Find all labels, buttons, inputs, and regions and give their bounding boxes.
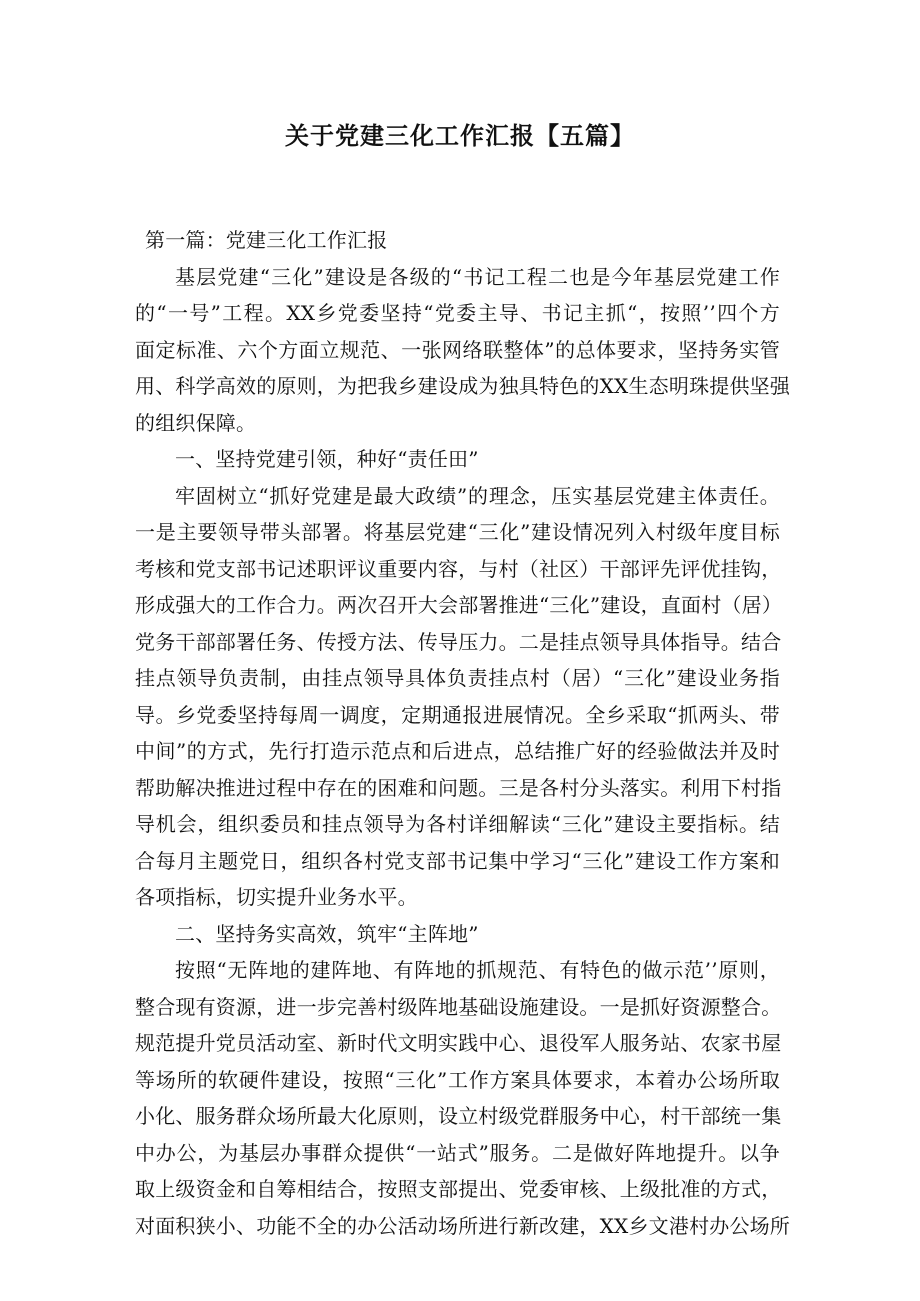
paragraph-line: 小化、服务群众场所最大化原则，设立村级党群服务中心，村干部统一集 xyxy=(135,1104,782,1128)
paragraph-line: 党务干部部署任务、传授方法、传导压力。二是挂点领导具体指导。结合 xyxy=(135,629,782,654)
paragraph-line: 的组织保障。 xyxy=(135,410,257,435)
paragraph-line: 中办公，为基层办事群众提供“一站式”服务。二是做好阵地提升。以争 xyxy=(135,1140,780,1165)
paragraph-line: 考核和党支部书记述职评议重要内容，与村（社区）干部评先评优挂钩， xyxy=(135,556,782,581)
paragraph-line: 挂点领导负责制，由挂点领导具体负责挂点村（居）“三化”建设业务指 xyxy=(135,666,780,690)
paragraph-line: 导机会，组织委员和挂点领导为各村详细解读“三化”建设主要指标。结 xyxy=(135,812,780,836)
paragraph-line: 形成强大的工作合力。两次召开大会部署推进“三化”建设，直面村（居） xyxy=(135,593,783,617)
paragraph-line: 一是主要领导带头部署。将基层党建“三化”建设情况列入村级年度目标 xyxy=(135,520,780,544)
paragraph-line: 中间”的方式，先行打造示范点和后进点，总结推广好的经验做法并及时 xyxy=(135,739,780,763)
section-heading: 一、坚持党建引领，种好“责任田” xyxy=(175,447,479,471)
paragraph-line: 的“一号”工程。XX乡党委坚持“党委主导、书记主抓“，按照’’四个方 xyxy=(135,301,780,325)
document-title: 关于党建三化工作汇报【五篇】 xyxy=(285,122,635,150)
paragraph-line: 整合现有资源，进一步完善村级阵地基础设施建设。一是抓好资源整合。 xyxy=(135,994,782,1019)
part-heading: 第一篇：党建三化工作汇报 xyxy=(145,228,388,252)
paragraph-line: 规范提升党员活动室、新时代文明实践中心、退役军人服务站、农家书屋 xyxy=(135,1031,782,1055)
paragraph-line: 取上级资金和自筹相结合，按照支部提出、党委审核、上级批准的方式， xyxy=(135,1177,782,1201)
section-heading: 二、坚持务实高效，筑牢“主阵地” xyxy=(175,921,479,946)
document-body xyxy=(135,222,791,1244)
paragraph-line: 面定标准、六个方面立规范、一张网络联整体”的总体要求，坚持务实管 xyxy=(135,337,780,362)
paragraph-line: 等场所的软硬件建设，按照“三化”工作方案具体要求，本着办公场所取 xyxy=(135,1067,780,1092)
paragraph-line: 各项指标，切实提升业务水平。 xyxy=(135,885,418,909)
paragraph-line: 合每月主题党日，组织各村党支部书记集中学习“三化”建设工作方案和 xyxy=(135,848,780,873)
paragraph-line: 用、科学高效的原则，为把我乡建设成为独具特色的XX生态明珠提供坚强 xyxy=(135,374,791,398)
paragraph-line: 按照“无阵地的建阵地、有阵地的抓规范、有特色的做示范’’原则， xyxy=(175,958,780,982)
paragraph-line: 牢固树立“抓好党建是最大政绩”的理念，压实基层党建主体责任。 xyxy=(175,483,780,508)
paragraph-line: 对面积狭小、功能不全的办公活动场所进行新改建，XX乡文港村办公场所 xyxy=(135,1213,791,1238)
paragraph-line: 基层党建“三化”建设是各级的“书记工程二也是今年基层党建工作 xyxy=(175,264,780,289)
paragraph-line: 帮助解决推进过程中存在的困难和问题。三是各村分头落实。利用下村指 xyxy=(135,775,782,800)
paragraph-line: 导。乡党委坚持每周一调度，定期通报进展情况。全乡采取“抓两头、带 xyxy=(135,702,780,727)
